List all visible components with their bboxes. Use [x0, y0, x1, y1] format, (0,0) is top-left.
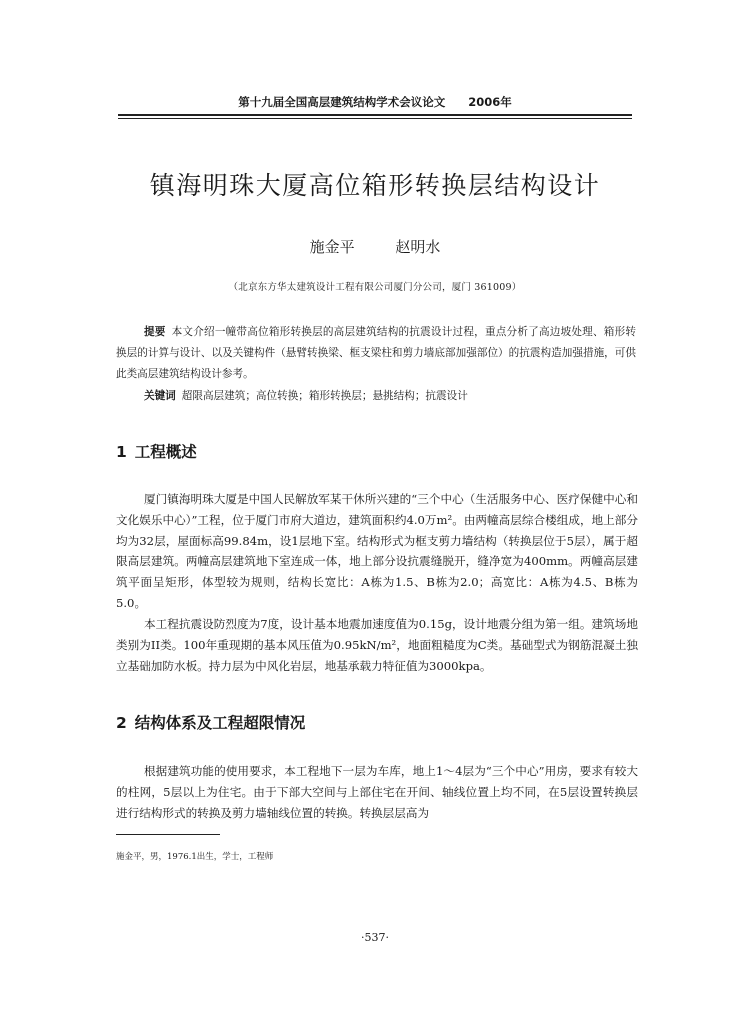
- body-paragraph: 根据建筑功能的使用要求，本工程地下一层为车库，地上1～4层为“三个中心”用房，要求有较大的柱网，5层以上为住宅。由于下部大空间与上部住宅在开间、轴线位置上均不同，在5层设置转换层进行结构形式的转换及剪力墙轴线位置的转换。转换层层高为: [116, 764, 638, 820]
- page-number: ·537·: [361, 931, 389, 944]
- section-heading: [116, 440, 636, 462]
- author-list: [150, 236, 600, 257]
- running-head: 第十九届全国高层建筑结构学术会议论文 2006年: [238, 95, 512, 109]
- section-heading: [116, 711, 636, 733]
- section-title: 工程概述: [134, 443, 197, 461]
- keywords: [116, 387, 636, 405]
- author-name: 施金平: [309, 238, 355, 256]
- footnote: 施金平，男，1976.1出生，学士，工程师: [116, 852, 274, 862]
- section-title: 结构体系及工程超限情况: [134, 714, 306, 732]
- abstract-text: 本文介绍一幢带高位箱形转换层的高层建筑结构的抗震设计过程，重点分析了高边坡处理、箱形转换层的计算与设计、以及关键构件（悬臂转换梁、框支梁柱和剪力墙底部加强部位）的抗震构造加强措施，可供此类高层建筑结构设计参考。: [116, 326, 636, 380]
- abstract-label: 提要: [144, 326, 166, 338]
- abstract: [116, 322, 636, 385]
- header-rule-thin: [118, 118, 632, 119]
- author-name: 赵明水: [395, 238, 441, 256]
- footnote-rule: [116, 834, 220, 835]
- keywords-label: 关键词: [144, 390, 176, 402]
- section-number: 1: [116, 443, 127, 461]
- section-number: 2: [116, 714, 127, 732]
- body-paragraph: 厦门镇海明珠大厦是中国人民解放军某干休所兴建的“三个中心（生活服务中心、医疗保健中心和文化娱乐中心）”工程，位于厦门市府大道边，建筑面积约4.0万m²。由两幢高层综合楼组成，地上部分均为32层，屋面标高99.84m，设1层地下室。结构形式为框支剪力墙结构（转换层位于5层），属于超限高层建筑。两幢高层建筑地下室连成一体，地上部分设抗震缝脱开，缝净宽为400mm。两幢高层建筑平面呈矩形，体型较为规则，结构长宽比：A栋为1.5、B栋为2.0；高宽比：A栋为4.5、B栋为5.0。: [116, 492, 638, 610]
- body-paragraph: 本工程抗震设防烈度为7度，设计基本地震加速度值为0.15g，设计地震分组为第一组。建筑场地类别为II类。100年重现期的基本风压值为0.95kN/m²，地面粗糙度为C类。基础型式为钢筋混凝土独立基础加防水板。持力层为中风化岩层，地基承载力特征值为3000kpa。: [116, 617, 638, 673]
- header-rule-thick: [118, 114, 632, 116]
- paper-title: 镇海明珠大厦高位箱形转换层结构设计: [149, 171, 601, 200]
- keywords-text: 超限高层建筑；高位转换；箱形转换层；悬挑结构；抗震设计: [181, 390, 468, 402]
- author-affiliation: （北京东方华太建筑设计工程有限公司厦门分公司，厦门 361009）: [228, 282, 522, 293]
